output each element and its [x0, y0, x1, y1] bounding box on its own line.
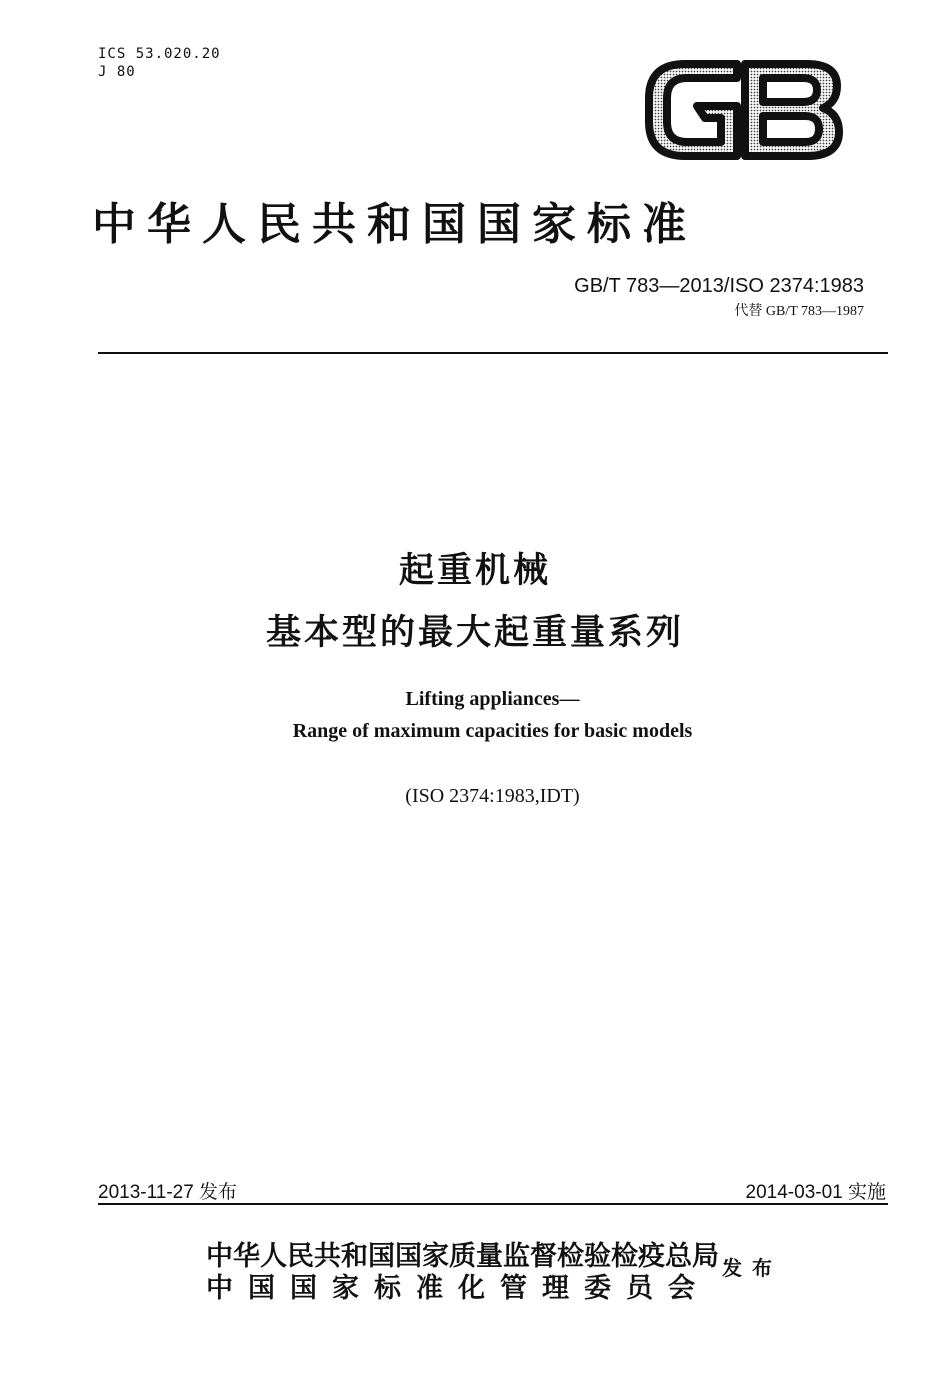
- ics-code: ICS 53.020.20: [98, 46, 221, 62]
- publish-label: 发布: [722, 1256, 782, 1280]
- issuer-line-1: 中华人民共和国国家质量监督检验检疫总局: [206, 1241, 719, 1272]
- bottom-divider: [98, 1203, 888, 1205]
- implementation-date: 2014-03-01 实施: [745, 1182, 886, 1203]
- standard-number: GB/T 783—2013/ISO 2374:1983: [574, 275, 864, 297]
- issue-date: 2013-11-27 发布: [98, 1182, 238, 1203]
- national-standard-title: 中华人民共和国国家标准: [92, 199, 697, 250]
- chinese-title-line-1: 起重机械: [398, 551, 551, 591]
- replaces-standard: 代替 GB/T 783—1987: [734, 304, 864, 319]
- chinese-title-line-2: 基本型的最大起重量系列: [265, 613, 684, 653]
- top-divider: [98, 352, 888, 354]
- iso-reference: (ISO 2374:1983,IDT): [405, 785, 580, 807]
- issuer-line-2: 中国国家标准化管理委员会: [206, 1273, 710, 1304]
- english-title-line-2: Range of maximum capacities for basic models: [292, 720, 693, 742]
- english-title-line-1: Lifting appliances—: [405, 688, 580, 710]
- gb-logo-text: GB: [645, 58, 647, 59]
- gb-logo: [645, 58, 843, 162]
- classification-code: J 80: [98, 64, 136, 80]
